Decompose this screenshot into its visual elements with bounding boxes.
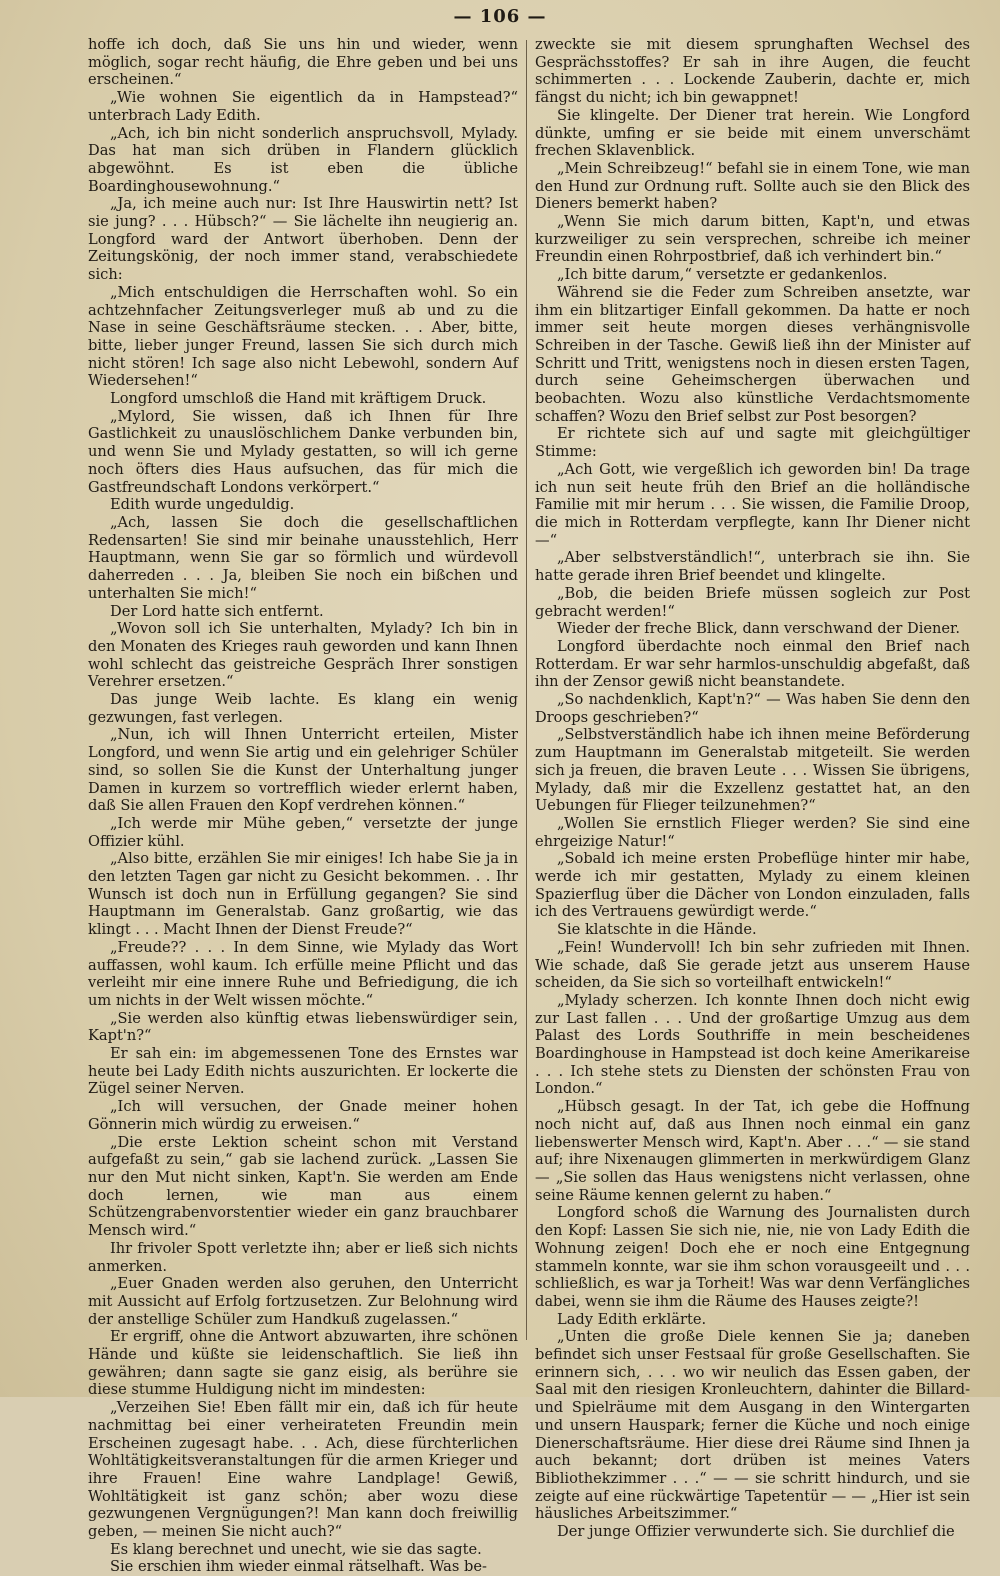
paragraph: „Freude?? . . . In dem Sinne, wie Mylady das Wort auffassen, wohl kaum. Ich erfülle meine Pflicht und das verleiht mir eine innere Ruhe und Befriedigung, die ich um nichts in der Welt wissen möchte.“ xyxy=(88,938,518,1009)
paragraph: Edith wurde ungeduldig. xyxy=(110,496,295,514)
paragraph: „Verzeihen Sie! Eben fällt mir ein, daß ich für heute nachmittag bei einer verheirateten Freundin mein Erscheinen zugesagt habe. . . Ach, diese fürchterlichen Wohltätigkeitsveranstaltungen für die armen Krieger und ihre Frauen! Eine wahre Landplage! Gewiß, Wohltätigkeit ist ganz schön; aber wozu diese gezwungenen Vergnügungen?! Man kann doch freiwillig geben, — meinen Sie nicht auch?“ xyxy=(88,1399,518,1541)
paragraph: „Euer Gnaden werden also geruhen, den Unterricht mit Aussicht auf Erfolg fortzusetzen. Zur Belohnung wird der anstellige Schüler zum Handkuß zugelassen.“ xyxy=(88,1275,518,1328)
paragraph: „Ach, lassen Sie doch die gesellschaftlichen Redensarten! Sie sind mir beinahe unausstehlich, Herr Hauptmann, wenn Sie gar so förmlich und würdevoll daherreden . . . Ja, bleiben Sie noch ein bißchen und unterhalten Sie mich!“ xyxy=(88,513,518,602)
page-number: — 106 — xyxy=(453,6,547,27)
paragraph: „Bob, die beiden Briefe müssen sogleich zur Post gebracht werden!“ xyxy=(535,584,970,620)
paragraph: „Ja, ich meine auch nur: Ist Ihre Hauswirtin nett? Ist sie jung? . . . Hübsch?“ — Sie lächelte ihn neugierig an. Longford ward der Antwort überhoben. Denn der Zeitungskönig, der noch immer stand, verabschiedete sich: xyxy=(88,195,518,284)
paragraph: „Mylord, Sie wissen, daß ich Ihnen für Ihre Gastlichkeit zu unauslöschlichem Danke verbunden bin, und wenn Sie und Mylady gestatten, so will ich gerne noch öfters dies Haus aufsuchen, das für mich die Gastfreundschaft Londons verkörpert.“ xyxy=(88,407,518,496)
left-column xyxy=(88,36,518,1576)
paragraph: „Also bitte, erzählen Sie mir einiges! Ich habe Sie ja in den letzten Tagen gar nicht zu Gesicht bekommen. . . Ihr Wunsch ist doch nun in Erfüllung gegangen? Sie sind Hauptmann im Generalstab. Ganz großartig, wie das klingt . . . Macht Ihnen der Dienst Freude?“ xyxy=(88,850,518,939)
paragraph: „Ich will versuchen, der Gnade meiner hohen Gönnerin mich würdig zu erweisen.“ xyxy=(88,1098,518,1133)
paragraph: Longford überdachte noch einmal den Brief nach Rotterdam. Er war sehr harmlos-unschuldig abgefaßt, daß ihn der Zensor gewiß nicht beanstandete. xyxy=(535,637,970,691)
paragraph: Das junge Weib lachte. Es klang ein wenig gezwungen, fast verlegen. xyxy=(88,691,518,726)
paragraph: Sie klingelte. Der Diener trat herein. Wie Longford dünkte, umfing er sie beide mit einem unverschämt frechen Sklavenblick. xyxy=(535,106,970,160)
paragraph: „Aber selbstverständlich!“, unterbrach sie ihn. Sie hatte gerade ihren Brief beendet und klingelte. xyxy=(535,549,970,585)
paragraph: hoffe ich doch, daß Sie uns hin und wieder, wenn möglich, sogar recht häufig, die Ehre geben und bei uns erscheinen.“ xyxy=(88,36,518,89)
paragraph: Longford umschloß die Hand mit kräftigem Druck. xyxy=(110,390,487,408)
paragraph: „Sie werden also künftig etwas liebenswürdiger sein, Kapt'n?“ xyxy=(88,1009,518,1045)
paragraph: „Ach Gott, wie vergeßlich ich geworden bin! Da trage ich nun seit heute früh den Brief an die holländische Familie mit mir herum . . . Sie wissen, die Familie Droop, die mich in Rotterdam verpflegte, kann Ihr Diener nicht —“ xyxy=(535,460,970,549)
paragraph: „Wovon soll ich Sie unterhalten, Mylady? Ich bin in den Monaten des Krieges rauh geworden und kann Ihnen wohl schlecht das geistreiche Gespräch Ihrer sonstigen Verehrer ersetzen.“ xyxy=(88,620,518,691)
paragraph: „Sobald ich meine ersten Probeflüge hinter mir habe, werde ich mir gestatten, Mylady zu einem kleinen Spazierflug über die Dächer von London einzuladen, falls ich des Vertrauens gewürdigt werde.“ xyxy=(535,850,970,921)
paragraph: „Mein Schreibzeug!“ befahl sie in einem Tone, wie man den Hund zur Ordnung ruft. Sollte auch sie den Blick des Dieners bemerkt haben? xyxy=(535,159,970,213)
paragraph: „Ich bitte darum,“ versetzte er gedankenlos. xyxy=(557,266,888,284)
paragraph: „Wollen Sie ernstlich Flieger werden? Sie sind eine ehrgeizige Natur!“ xyxy=(535,814,970,850)
paragraph: Während sie die Feder zum Schreiben ansetzte, war ihm ein blitzartiger Einfall gekommen. Da hatte er noch immer seit heute morgen dieses verhängnisvolle Schreiben in der Tasche. Gewiß ließ ihn der Minister auf Schritt und Tritt, wenigstens noch in diesen ersten Tagen, durch seine Geheimschergen überwachen und beobachten. Wozu also künstliche Verdachtsmomente schaffen? Wozu den Brief selbst zur Post besorgen? xyxy=(535,283,970,425)
paragraph: Er richtete sich auf und sagte mit gleichgültiger Stimme: xyxy=(535,425,970,461)
paragraph: „Die erste Lektion scheint schon mit Verstand aufgefaßt zu sein,“ gab sie lachend zurück. „Lassen Sie nur den Mut nicht sinken, Kapt'n. Sie werden am Ende doch lernen, wie man aus einem Schützengrabenvorstentier wieder ein ganz brauchbarer Mensch wird.“ xyxy=(88,1133,518,1240)
paragraph: Er sah ein: im abgemessenen Tone des Ernstes war heute bei Lady Edith nichts auszurichten. Er lockerte die Zügel seiner Nerven. xyxy=(88,1045,518,1098)
paragraph: Der Lord hatte sich entfernt. xyxy=(110,602,324,620)
paragraph: Es klang berechnet und unecht, wie sie das sagte. xyxy=(110,1540,482,1558)
paragraph: „Mich entschuldigen die Herrschaften wohl. So ein achtzehnfacher Zeitungsverleger muß ab und zu die Nase in seine Geschäftsräume stecken. . . Aber, bitte, bitte, lieber junger Freund, lassen Sie sich durch mich nicht stören! Ich sage also nicht Lebewohl, sondern Auf Wiedersehen!“ xyxy=(88,283,518,390)
paragraph: Ihr frivoler Spott verletzte ihn; aber er ließ sich nichts anmerken. xyxy=(88,1239,518,1275)
paragraph: „Unten die große Diele kennen Sie ja; daneben befindet sich unser Festsaal für große Gesellschaften. Sie erinnern sich, . . . wo wir neulich das Essen gaben, der Saal mit den riesigen Kronleuchtern, dahinter die Billard- und Spielräume mit dem Ausgang in den Wintergarten und unsern Hauspark; ferner die Küche und noch einige Dienerschaftsräume. Hier diese drei Räume sind Ihnen ja auch bekannt; dort drüben ist meines Vaters Bibliothekzimmer . . .“ — — sie schritt hindurch, und sie zeigte auf eine rückwärtige Tapetentür — — „Hier ist sein häusliches Arbeitszimmer.“ xyxy=(535,1328,970,1523)
paragraph: „Ach, ich bin nicht sonderlich anspruchsvoll, Mylady. Das hat man sich drüben in Flandern glücklich abgewöhnt. Es ist eben die übliche Boardinghousewohnung.“ xyxy=(88,124,518,195)
paragraph: „Selbstverständlich habe ich ihnen meine Beförderung zum Hauptmann im Generalstab mitgeteilt. Sie werden sich ja freuen, die braven Leute . . . Wissen Sie übrigens, Mylady, daß mir die Exzellenz gestattet hat, an den Uebungen für Flieger teilzunehmen?“ xyxy=(535,726,970,815)
paragraph: „Fein! Wundervoll! Ich bin sehr zufrieden mit Ihnen. Wie schade, daß Sie gerade jetzt aus unserem Hause scheiden, da Sie sich so vorteilhaft entwickeln!“ xyxy=(535,938,970,992)
paragraph: Der junge Offizier verwunderte sich. Sie durchlief die xyxy=(557,1523,955,1541)
paragraph: Longford schoß die Warnung des Journalisten durch den Kopf: Lassen Sie sich nie, nie, nie von Lady Edith die Wohnung zeigen! Doch ehe er noch eine Entgegnung stammeln konnte, war sie ihm schon vorausgeeilt und . . . schließlich, es war ja Torheit! Was war denn Verfängliches dabei, wenn sie ihm die Räume des Hauses zeigte?! xyxy=(535,1204,970,1310)
paragraph: „Hübsch gesagt. In der Tat, ich gebe die Hoffnung noch nicht auf, daß aus Ihnen noch einmal ein ganz liebenswerter Mensch wird, Kapt'n. Aber . . .“ — sie stand auf; ihre Nixenaugen glimmerten in merkwürdigem Glanz — „Sie sollen das Haus wenigstens nicht verlassen, ohne seine Räume kennen gelernt zu haben.“ xyxy=(535,1098,970,1204)
paragraph: „Mylady scherzen. Ich konnte Ihnen doch nicht ewig zur Last fallen . . . Und der großartige Umzug aus dem Palast des Lords Southriffe in mein bescheidenes Boardinghouse in Hampstead ist doch keine Amerikareise . . . Ich stehe stets zu Diensten der schönsten Frau von London.“ xyxy=(535,991,970,1098)
paragraph: „So nachdenklich, Kapt'n?“ — Was haben Sie denn den Droops geschrieben?“ xyxy=(535,691,970,726)
paragraph: zweckte sie mit diesem sprunghaften Wechsel des Gesprächsstoffes? Er sah in ihre Augen, die feucht schimmerten . . . Lockende Zauberin, dachte er, mich fängst du nicht; ich bin gewappnet! xyxy=(535,36,970,107)
right-column xyxy=(535,36,970,1541)
paragraph: Wieder der freche Blick, dann verschwand der Diener. xyxy=(557,620,961,638)
column-divider xyxy=(526,40,527,1340)
paragraph: „Ich werde mir Mühe geben,“ versetzte der junge Offizier kühl. xyxy=(88,814,518,850)
paragraph: Lady Edith erklärte. xyxy=(557,1310,707,1328)
paragraph: Sie erschien ihm wieder einmal rätselhaft. Was be- xyxy=(110,1558,487,1576)
paragraph: „Wenn Sie mich darum bitten, Kapt'n, und etwas kurzweiliger zu sein versprechen, schreibe ich meiner Freundin einen Rohrpostbrief, daß ich verhindert bin.“ xyxy=(535,213,970,266)
paragraph: „Wie wohnen Sie eigentlich da in Hampstead?“ unterbrach Lady Edith. xyxy=(88,89,518,124)
paragraph: Er ergriff, ohne die Antwort abzuwarten, ihre schönen Hände und küßte sie leidenschaftlich. Sie ließ ihn gewähren; dann sagte sie ganz eisig, als berühre sie diese stumme Huldigung nicht im mindesten: xyxy=(88,1328,518,1399)
paragraph: Sie klatschte in die Hände. xyxy=(557,921,757,939)
paragraph: „Nun, ich will Ihnen Unterricht erteilen, Mister Longford, und wenn Sie artig und ein gelehriger Schüler sind, so sollen Sie die Kunst der Unterhaltung junger Damen in kurzem so vortrefflich wieder erlernt haben, daß Sie allen Frauen den Kopf verdrehen können.“ xyxy=(88,726,518,815)
